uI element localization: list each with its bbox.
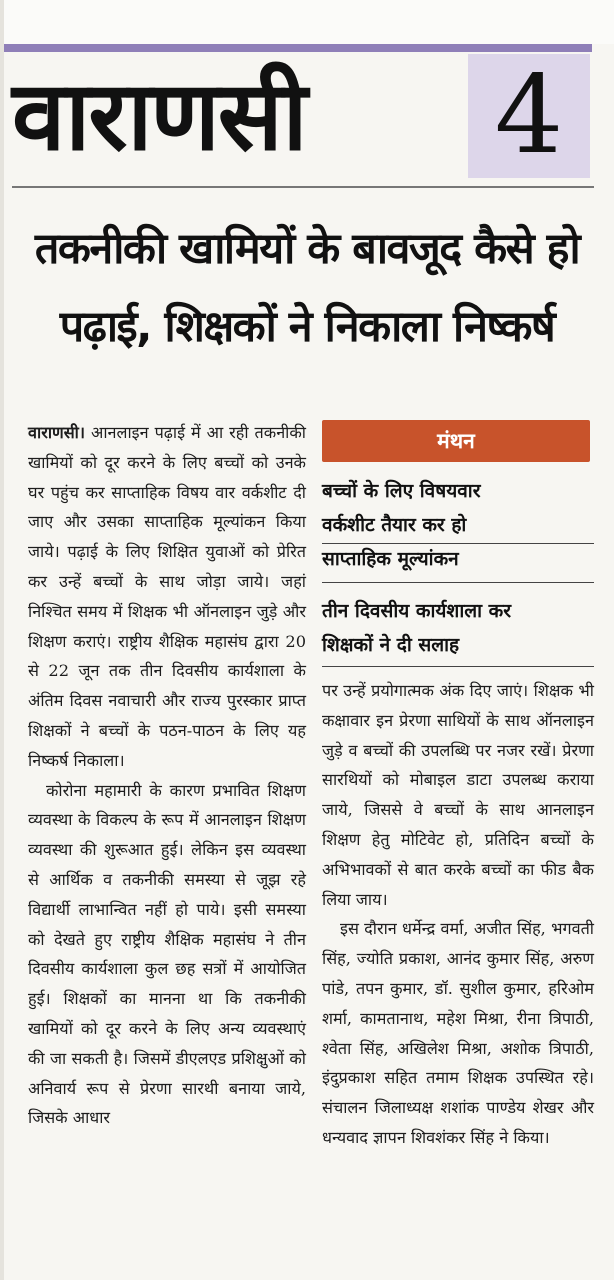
article-paragraph-1 bbox=[28, 418, 306, 776]
pull-quote-1-line-1: बच्चों के लिए विषयवार bbox=[322, 480, 481, 502]
pull-quote-2-line-2: शिक्षकों ने दी सलाह bbox=[322, 634, 460, 656]
headline-line-1: तकनीकी खामियों के बावजूद कैसे हो bbox=[34, 224, 580, 274]
headline-line-2: पढ़ाई, शिक्षकों ने निकाला निष्कर्ष bbox=[59, 302, 555, 352]
top-margin bbox=[0, 0, 614, 44]
article-column-right bbox=[322, 676, 594, 1153]
pull-quote-1-line-3: साप्ताहिक मूल्यांकन bbox=[322, 548, 459, 570]
headline bbox=[12, 210, 602, 366]
pull-quote-1-line-2: वर्कशीट तैयार कर हो bbox=[322, 514, 467, 536]
article-paragraph-3: पर उन्हें प्रयोगात्मक अंक दिए जाएं। शिक्षक भी कक्षावार इन प्रेरणा साथियों के साथ ऑनलाइन जुड़े व बच्चों की उपलब्धि पर नजर रखें। प्रेरणा सारथियों को मोबाइल डाटा उपलब्ध कराया जाये, जिससे वे बच्चों के साथ आनलाइन शिक्षण हेतु मोटिवेट हो, प्रतिदिन बच्चों के अभिभावकों से बात करके बच्चों का फीड बैक लिया जाय। bbox=[322, 681, 594, 909]
section-title: वाराणसी bbox=[12, 60, 306, 172]
masthead-divider bbox=[12, 186, 594, 188]
pull-quote-2 bbox=[322, 594, 594, 662]
pull-quote-divider bbox=[322, 582, 594, 583]
pull-quote-1 bbox=[322, 474, 594, 542]
article-paragraph-2: कोरोना महामारी के कारण प्रभावित शिक्षण व्यवस्था के विकल्प के रूप में आनलाइन शिक्षण व्यवस्था की शुरूआत हुई। लेकिन इस व्यवस्था से आर्थिक व तकनीकी समस्या से जूझ रहे विद्यार्थी लाभान्वित नहीं हो पाये। इसी समस्या को देखते हुए राष्ट्रीय शैक्षिक महासंघ ने तीन दिवसीय कार्यशाला कुल छह सत्रों में आयोजित हुई। शिक्षकों का मानना था कि तकनीकी खामियों को दूर करने के लिए अन्य व्यवस्थाएं की जा सकती है। जिसमें डीएलएड प्रशिक्षुओं को अनिवार्य रूप से प्रेरणा सारथी बनाया जाये, जिसके आधार bbox=[28, 780, 306, 1128]
header-rule bbox=[0, 44, 592, 52]
section-label: मंथन bbox=[322, 420, 590, 462]
dateline: वाराणसी। bbox=[28, 423, 85, 442]
page-number: 4 bbox=[468, 54, 590, 178]
article-column-left bbox=[28, 418, 306, 1133]
paragraph-1-text: आनलाइन पढ़ाई में आ रही तकनीकी खामियों को दूर करने के लिए बच्चों को उनके घर पहुंच कर साप्ताहिक विषय वार वर्कशीट दी जाए और उसका साप्ताहिक मूल्यांकन किया जाये। पढ़ाई के लिए शिक्षित युवाओं को प्रेरित कर उन्हें बच्चों के साथ जोड़ा जाये। जहां निश्चित समय में शिक्षक भी ऑनलाइन जुड़े और शिक्षण कराएं। राष्ट्रीय शैक्षिक महासंघ द्वारा 20 से 22 जून तक तीन दिवसीय कार्यशाला के अंतिम दिवस नवाचारी और राज्य पुरस्कार प्राप्त शिक्षकों ने बच्चों के पठन-पाठन के लिए यह निष्कर्ष निकाला। bbox=[28, 423, 306, 770]
pull-quote-2-line-1: तीन दिवसीय कार्यशाला कर bbox=[322, 600, 512, 622]
article-paragraph-4: इस दौरान धर्मेन्द्र वर्मा, अजीत सिंह, भगवती सिंह, ज्योति प्रकाश, आनंद कुमार सिंह, अरुण पांडे, तपन कुमार, डॉ. सुशील कुमार, हरिओम शर्मा, कामतानाथ, महेश मिश्रा, रीना त्रिपाठी, श्वेता सिंह, अखिलेश मिश्रा, अशोक त्रिपाठी, इंदुप्रकाश सहित तमाम शिक्षक उपस्थित रहे। संचालन जिलाध्यक्ष शशांक पाण्डेय शेखर और धन्यवाद ज्ञापन शिवशंकर सिंह ने किया। bbox=[322, 919, 594, 1147]
page-edge bbox=[0, 0, 4, 1280]
pull-quote-divider bbox=[322, 666, 594, 667]
